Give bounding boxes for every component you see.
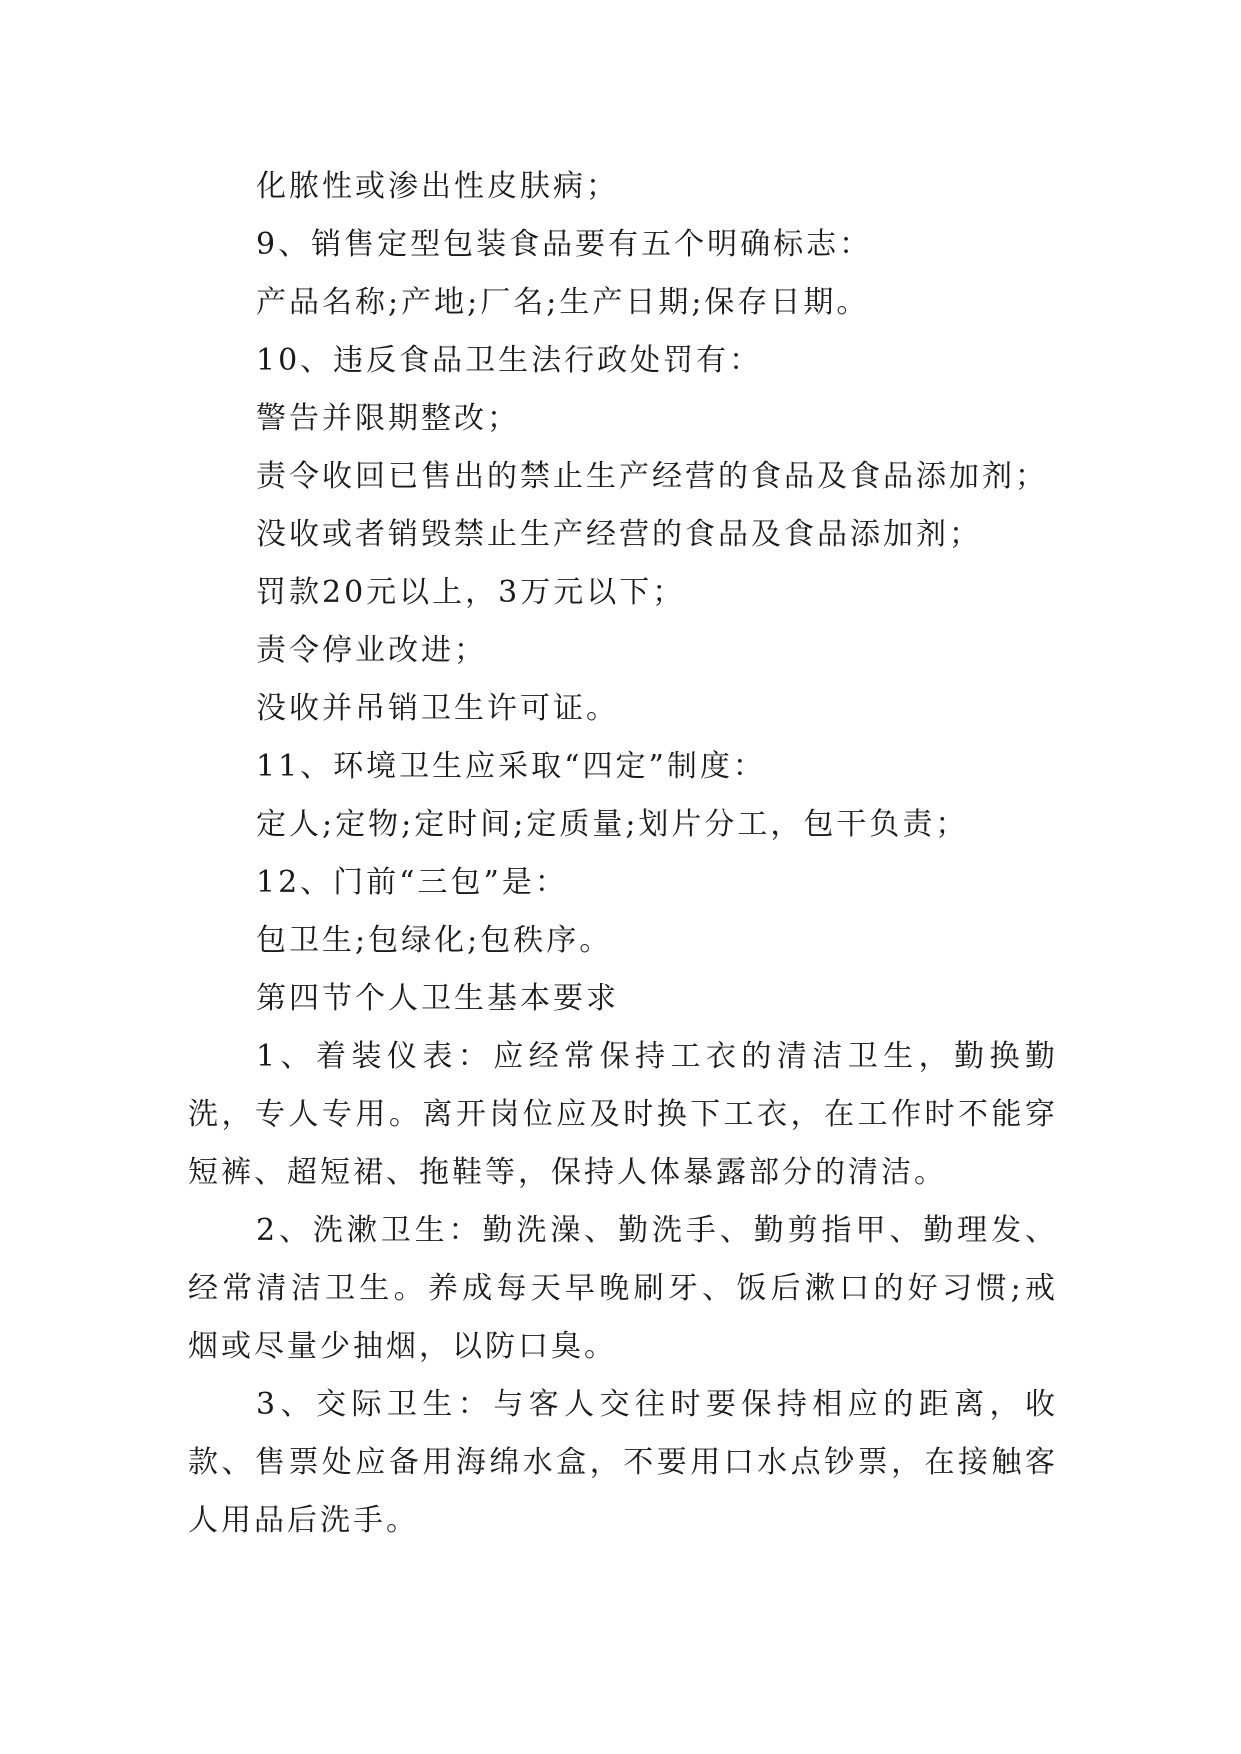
text-line: 定人;定物;定时间;定质量;划片分工，包干负责； [256, 807, 969, 842]
section-heading: 第四节个人卫生基本要求 [256, 981, 619, 1016]
text-line: 10、违反食品卫生法行政处罚有： [256, 343, 763, 378]
text-line: 化脓性或渗出性皮肤病； [256, 169, 619, 204]
paragraph-dress: 1、着装仪表：应经常保持工衣的清洁卫生，勤换勤洗，专人专用。离开岗位应及时换下工衣，在工作时不能穿短裤、超短裙、拖鞋等，保持人体暴露部分的清洁。 [188, 1039, 1058, 1190]
paragraph-social: 3、交际卫生：与客人交往时要保持相应的距离，收款、售票处应备用海绵水盒，不要用口水点钞票，在接触客人用品后洗手。 [188, 1387, 1058, 1538]
text-line: 9、销售定型包装食品要有五个明确标志： [256, 227, 873, 262]
text-line: 包卫生;包绿化;包秩序。 [256, 923, 613, 958]
text-line: 没收并吊销卫生许可证。 [256, 691, 619, 726]
document-body [188, 158, 1058, 1550]
text-line: 警告并限期整改； [256, 401, 520, 436]
text-line: 责令停业改进； [256, 633, 487, 668]
paragraph-hygiene: 2、洗漱卫生：勤洗澡、勤洗手、勤剪指甲、勤理发、经常清洁卫生。养成每天早晚刷牙、饭后漱口的好习惯;戒烟或尽量少抽烟，以防口臭。 [188, 1213, 1058, 1364]
text-line: 11、环境卫生应采取“四定”制度： [256, 749, 766, 784]
text-line: 罚款20元以上，3万元以下； [256, 575, 686, 610]
text-line: 12、门前“三包”是： [256, 865, 568, 900]
text-line: 没收或者销毁禁止生产经营的食品及食品添加剂； [256, 517, 982, 552]
text-line: 责令收回已售出的禁止生产经营的食品及食品添加剂； [256, 459, 1048, 494]
text-line: 产品名称;产地;厂名;生产日期;保存日期。 [256, 285, 870, 320]
